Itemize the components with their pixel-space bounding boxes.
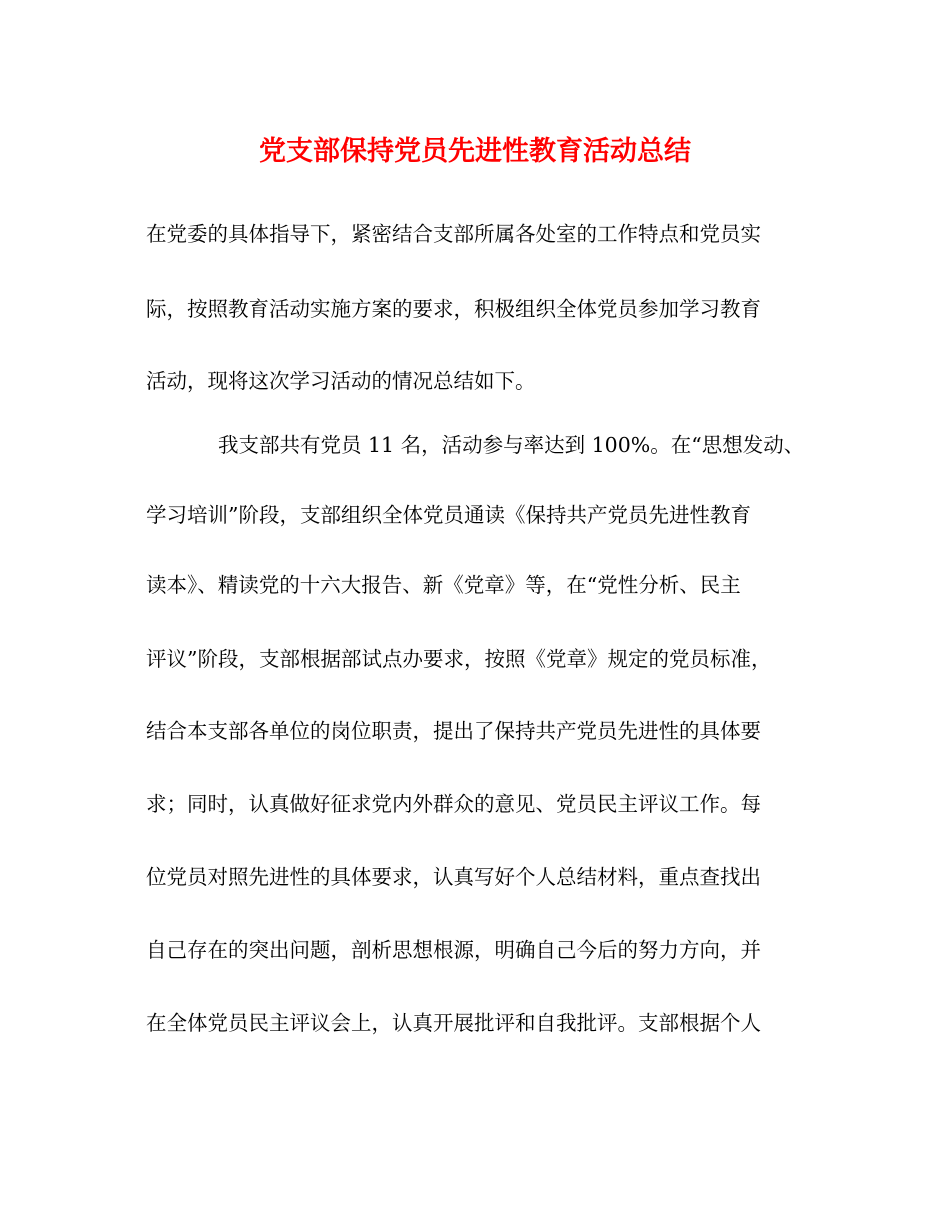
paragraph-2-line-8: 自己存在的突出问题，剖析思想根源，明确自己今后的努力方向，并	[146, 938, 761, 962]
paragraph-2-line-3: 读本》、精读党的十六大报告、新《党章》等，在“党性分析、民主	[146, 573, 741, 597]
paragraph-1-line-1: 在党委的具体指导下，紧密结合支部所属各处室的工作特点和党员实	[146, 222, 761, 246]
paragraph-1-line-2: 际，按照教育活动实施方案的要求，积极组织全体党员参加学习教育	[146, 297, 761, 321]
paragraph-2-line-1: 我支部共有党员 11 名，活动参与率达到 100%。在“思想发动、	[218, 433, 805, 457]
paragraph-1-line-3: 活动，现将这次学习活动的情况总结如下。	[146, 369, 536, 393]
paragraph-2-line-4: 评议”阶段，支部根据部试点办要求，按照《党章》规定的党员标准，	[146, 647, 772, 671]
paragraph-2-line-6: 求；同时，认真做好征求党内外群众的意见、党员民主评议工作。每	[146, 792, 761, 816]
document-title: 党支部保持党员先进性教育活动总结	[259, 136, 691, 167]
paragraph-2-line-2: 学习培训”阶段，支部组织全体党员通读《保持共产党员先进性教育	[146, 503, 751, 527]
paragraph-2-line-5: 结合本支部各单位的岗位职责，提出了保持共产党员先进性的具体要	[146, 719, 761, 743]
paragraph-2-line-7: 位党员对照先进性的具体要求，认真写好个人总结材料，重点查找出	[146, 865, 761, 889]
paragraph-2-line-9: 在全体党员民主评议会上，认真开展批评和自我批评。支部根据个人	[146, 1011, 761, 1035]
